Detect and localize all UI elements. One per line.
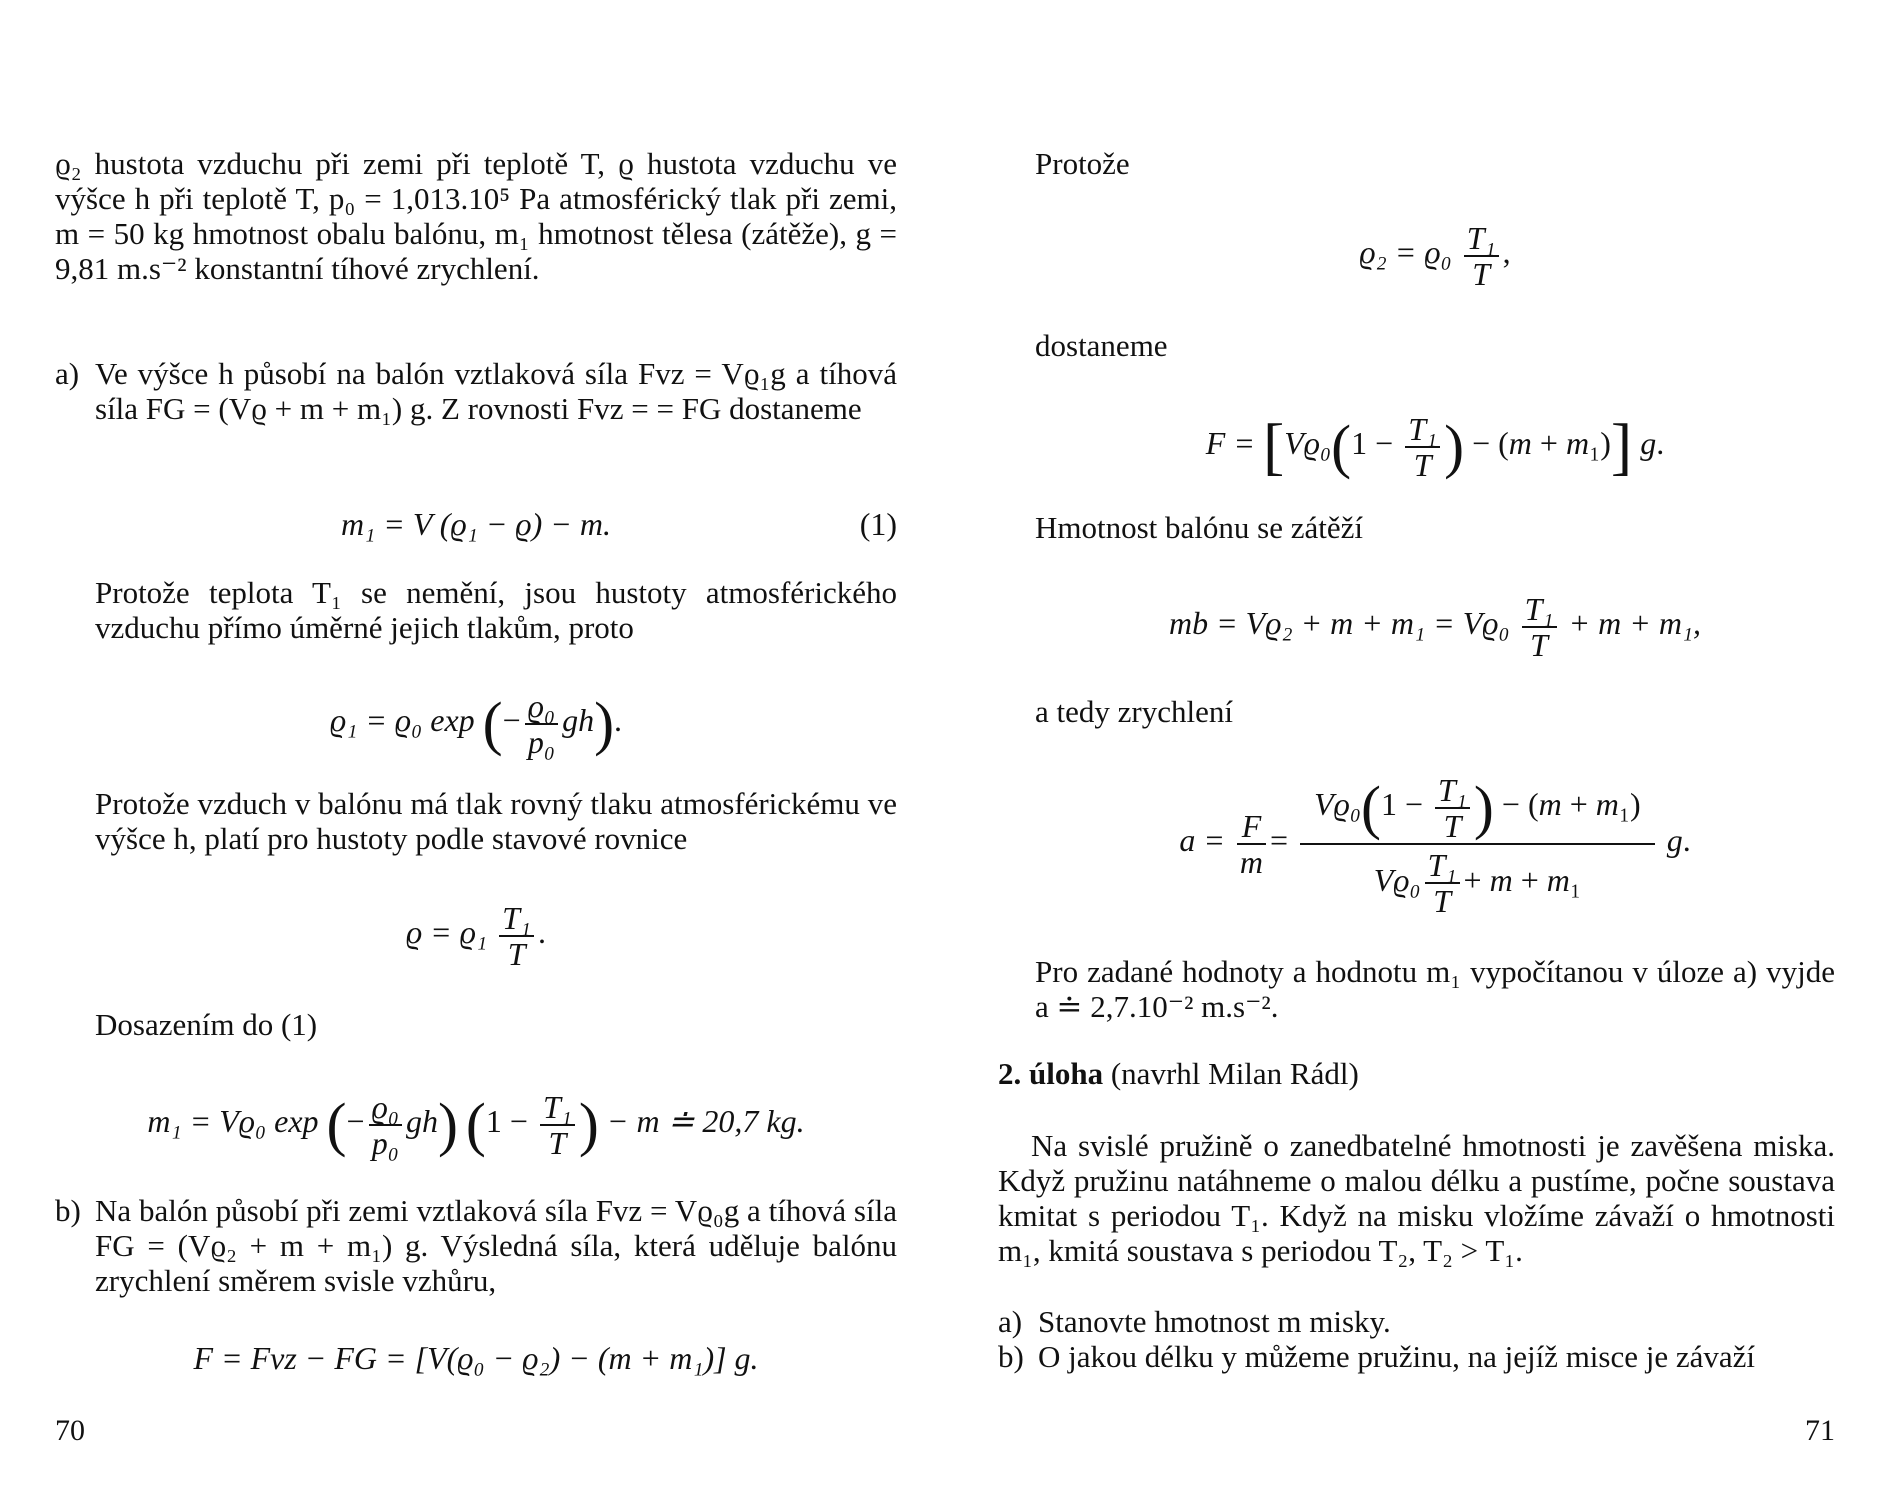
- paren-open: (: [1360, 774, 1381, 841]
- fraction-T1-T: $\frac{\text{T₁}}{T}$: [499, 901, 534, 971]
- part-b-label: b): [55, 1193, 81, 1228]
- right-paragraph-2: dostaneme: [1035, 328, 1168, 363]
- page-number-right: 71: [1805, 1414, 1835, 1447]
- part-a-text: Ve výšce h působí na balón vztlaková síla Fvz = Vϱ₁g a tíhová síla FG = (Vϱ + m + m₁) g. Z rovnosti Fvz = = FG dostaneme: [95, 356, 897, 426]
- task-a-text: Stanovte hmotnost m misky.: [1038, 1304, 1391, 1339]
- fraction-rho0-p0: $\frac{\text{ϱ₀}}{\text{p₀}}$: [525, 689, 558, 759]
- fraction-T1-T: $\frac{\text{T₁}}{T}$: [1522, 592, 1557, 662]
- task-b-text: O jakou délku y můžeme pružinu, na jejíž misce je závaží: [1038, 1339, 1756, 1374]
- equation-1-text: m₁ = V (ϱ₁ − ϱ) − m.: [341, 506, 611, 542]
- task-heading: [998, 1056, 1835, 1091]
- equation-3: ϱ = ϱ₁ $\frac{\text{T₁}}{T}$ .: [405, 899, 547, 972]
- fraction-T1-T: $\frac{\text{T₁}}{T}$: [1464, 221, 1499, 291]
- paragraph-2: Protože teplota T₁ se nemění, jsou hustoty atmosférického vzduchu přímo úměrné jejich tlakům, proto: [95, 575, 897, 645]
- part-a: [55, 356, 897, 426]
- equation-7: F = [Vϱ₀(1 − $\frac{\text{T₁}}{T}$ ) − (m + m₁)] g.: [1205, 410, 1665, 483]
- equation-8: [1035, 580, 1835, 666]
- bracket-open: [: [1262, 410, 1285, 482]
- fraction-T1-T: $\frac{\text{T₁}}{T}$: [1425, 848, 1460, 918]
- equation-8-lhs: mb = Vϱ₂ + m + m₁ = Vϱ₀: [1168, 605, 1510, 641]
- equation-4-lhs: m₁ = Vϱ₀ exp: [147, 1103, 319, 1139]
- task-a-label: a): [998, 1304, 1023, 1339]
- equation-9-lhs: a =: [1179, 822, 1225, 858]
- equation-1-number: (1): [859, 506, 897, 542]
- fraction-F-m: $\frac{F}{m}$: [1237, 809, 1266, 879]
- paren-close: ): [1473, 774, 1494, 841]
- right-paragraph-4: a tedy zrychlení: [1035, 694, 1233, 729]
- task-text: Na svislé pružině o zanedbatelné hmotnosti je zavěšena miska. Když pružinu natáhneme o malou délku a pustíme, počne soustava kmitat s periodou T₁. Když na misku vložíme závaží o hmotnosti m₁, kmitá soustava s periodou T₂, T₂ > T₁.: [998, 1128, 1835, 1268]
- page-number-left: 70: [55, 1414, 85, 1447]
- paren-close: ): [1444, 413, 1465, 480]
- equation-4-tail: − m ≐ 20,7 kg.: [606, 1103, 805, 1139]
- paren-open: (: [326, 1091, 347, 1158]
- task-a: [998, 1304, 1835, 1339]
- left-page: [55, 0, 897, 1501]
- equation-3-lhs: ϱ = ϱ₁: [405, 914, 488, 950]
- equation-8-tail: + m + m₁,: [1568, 605, 1702, 641]
- task-b-label: b): [998, 1339, 1024, 1374]
- paren-close: ): [578, 1091, 599, 1158]
- fraction-acceleration: Vϱ₀(1 − $\frac{\text{T₁}}{T}$ ) − (m + m₁) Vϱ₀ $\frac{\text{T₁}}{T}$ + m + m₁: [1300, 769, 1655, 918]
- intro-paragraph: ϱ₂ hustota vzduchu při zemi při teplotě T, ϱ hustota vzduchu ve výšce h při teplotě T, p₀ = 1,013.10⁵ Pa atmosférický tlak při zemi, m = 50 kg hmotnost obalu balónu, m₁ hmotnost tělesa (zátěže), g = 9,81 m.s⁻² konstantní tíhové zrychlení.: [55, 146, 897, 286]
- fraction-T1-T: $\frac{\text{T₁}}{T}$: [1405, 412, 1440, 482]
- equation-5-text: F = Fvz − FG = [V(ϱ₀ − ϱ₂) − (m + m₁)] g.: [193, 1340, 759, 1376]
- paren-open: (: [482, 690, 503, 757]
- paren-open: (: [1331, 413, 1352, 480]
- right-paragraph-5: Pro zadané hodnoty a hodnotu m₁ vypočítanou v úloze a) vyjde a ≐ 2,7.10⁻² m.s⁻².: [1035, 954, 1835, 1024]
- task-b: [998, 1339, 1835, 1374]
- right-paragraph-1: Protože: [1035, 146, 1130, 181]
- equation-6-lhs: ϱ₂ = ϱ₀: [1359, 234, 1452, 270]
- paren-open: (: [465, 1091, 486, 1158]
- fraction-T1-T: $\frac{\text{T₁}}{T}$: [1435, 773, 1470, 843]
- paren-close: ): [594, 690, 615, 757]
- right-page: [998, 0, 1835, 1501]
- paragraph-4: Dosazením do (1): [95, 1007, 318, 1042]
- equation-2-lhs: ϱ₁ = ϱ₀ exp: [329, 702, 475, 738]
- part-b: [55, 1193, 897, 1298]
- fraction-T1-T: $\frac{\text{T₁}}{T}$: [540, 1090, 575, 1160]
- bracket-close: ]: [1610, 410, 1633, 482]
- part-a-label: a): [55, 356, 80, 391]
- equation-6: ϱ₂ = ϱ₀ $\frac{\text{T₁}}{T}$ ,: [1359, 219, 1511, 292]
- task-heading-number: 2. úloha: [998, 1056, 1104, 1091]
- equation-2: ϱ₁ = ϱ₀ exp (− $\frac{\text{ϱ₀}}{\text{p₀}}$ gh).: [329, 687, 623, 760]
- paragraph-3: Protože vzduch v balónu má tlak rovný tlaku atmosférickému ve výšce h, platí pro hustoty podle stavové rovnice: [95, 786, 897, 856]
- equation-1: [55, 504, 897, 544]
- equation-7-lhs: F =: [1205, 425, 1255, 461]
- paren-close: ): [437, 1091, 458, 1158]
- equation-4: m₁ = Vϱ₀ exp (− $\frac{\text{ϱ₀}}{\text{p₀}}$ gh) (1 − $\frac{\text{T₁}}{T}$ ) − m ≐ 20,7 kg.: [147, 1088, 805, 1161]
- part-b-text: Na balón působí při zemi vztlaková síla Fvz = Vϱ₀g a tíhová síla FG = (Vϱ₂ + m + m₁) g. Výsledná síla, která uděluje balónu zrychlení směrem svisle vzhůru,: [95, 1193, 897, 1298]
- fraction-rho0-p0: $\frac{\text{ϱ₀}}{\text{p₀}}$: [369, 1090, 402, 1160]
- task-heading-author: (navrhl Milan Rádl): [1110, 1056, 1359, 1091]
- equation-5: [55, 1338, 897, 1378]
- equation-9: a = $\frac{F}{m}$ = Vϱ₀(1 − $\frac{\text{T₁}}{T}$ ) − (m + m₁) Vϱ₀ $\frac{\text{T₁}}{T}$ + m + m₁ g.: [1035, 750, 1835, 930]
- right-paragraph-3: Hmotnost balónu se zátěží: [1035, 510, 1363, 545]
